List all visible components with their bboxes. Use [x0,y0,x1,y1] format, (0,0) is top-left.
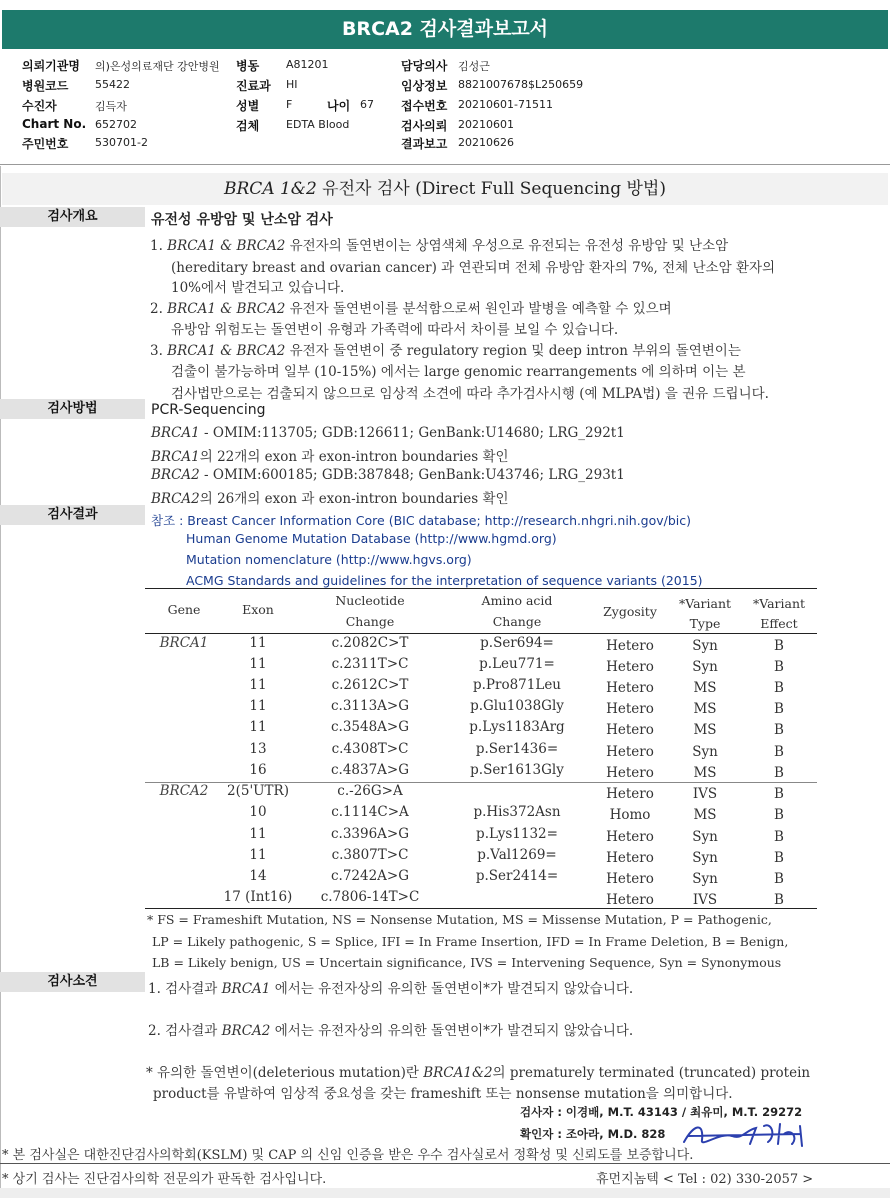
header-label: 검사의뢰 [401,119,448,133]
cell-gene: BRCA1 [159,635,209,651]
footnote-line: LP = Likely pathogenic, S = Splice, IFI = In Frame Insertion, IFD = In Frame Deletion, B = Benign, [152,934,789,949]
header-label: 검체 [236,119,260,133]
cell-exon: 17 (Int16) [223,889,293,905]
header-label: 병원코드 [22,79,69,93]
overview-line: 검사법만으로는 검출되지 않으므로 임상적 소견에 따라 추가검사시행 (예 MLPA법) 을 권유 드립니다. [171,386,769,402]
footer-reading-note: * 상기 검사는 진단검사의학 전문의가 판독한 검사입니다. [2,1172,327,1187]
column-header: Exon [242,602,274,617]
cell-variant-effect: B [774,807,784,823]
cell-zygosity: Hetero [606,850,654,866]
cell-exon: 11 [249,719,267,735]
overview-line: 3. BRCA1 & BRCA2 유전자 돌연변이 중 regulatory region 및 deep intron 부위의 돌연변이는 [150,343,741,359]
header-label: 수진자 [22,99,57,113]
header-value: 20210601-71511 [458,98,553,111]
cell-variant-type: MS [693,680,717,696]
cell-exon: 11 [249,698,267,714]
cell-amino-acid: p.Lys1183Arg [469,719,565,735]
column-header: Change [492,614,542,629]
column-header: Zygosity [603,604,657,619]
reference-line: Mutation nomenclature (http://www.hgvs.org) [186,552,472,567]
cell-nucleotide: c.2612C>T [331,677,409,693]
cell-zygosity: Hetero [606,829,654,845]
cell-amino-acid: p.Val1269= [477,847,557,863]
header-value: 530701-2 [95,136,148,149]
column-header: *Variant [678,596,732,611]
cell-nucleotide: c.7242A>G [330,868,410,884]
cell-zygosity: Hetero [606,744,654,760]
overview-line: 2. BRCA1 & BRCA2 유전자 돌연변이를 분석함으로써 원인과 발병을 예측할 수 있으며 [150,301,672,317]
cell-variant-effect: B [774,701,784,717]
cell-variant-type: Syn [692,871,718,887]
column-header: Gene [167,602,201,617]
cell-variant-type: IVS [692,892,718,908]
opinion-line-2: 2. 검사결과 BRCA2 에서는 유전자상의 유의한 돌연변이*가 발견되지 않았습니다. [148,1023,634,1039]
examiners: 검사자 : 이경배, M.T. 43143 / 최유미, M.T. 29272 [520,1105,803,1119]
cell-nucleotide: c.3807T>C [331,847,409,863]
header-value: 67 [360,98,374,111]
cell-exon: 13 [249,741,267,757]
header-label: 성별 [236,99,260,113]
cell-variant-type: MS [693,765,717,781]
cell-amino-acid: p.Pro871Leu [472,677,561,693]
method-line: BRCA1 - OMIM:113705; GDB:126611; GenBank:U14680; LRG_292t1 [151,425,625,441]
reference-line: ACMG Standards and guidelines for the interpretation of sequence variants (2015) [186,573,703,588]
opinion-label: 검사소견 [0,972,145,992]
overview-label: 검사개요 [0,207,145,227]
column-header: Nucleotide [335,593,405,608]
footer-company: 휴먼지놈텍 < Tel : 02) 330-2057 > [596,1172,814,1187]
cell-amino-acid: p.Glu1038Gly [470,698,564,714]
cell-nucleotide: c.4837A>G [330,762,410,778]
cell-amino-acid: p.Ser1613Gly [470,762,564,778]
header-label: 주민번호 [22,137,69,151]
cell-nucleotide: c.7806-14T>C [320,889,420,905]
cell-variant-type: Syn [692,850,718,866]
cell-zygosity: Hetero [606,638,654,654]
cell-amino-acid: p.Ser694= [480,635,554,651]
cell-zygosity: Hetero [606,765,654,781]
cell-nucleotide: c.2311T>C [331,656,409,672]
cell-amino-acid: p.Lys1132= [476,826,558,842]
cell-nucleotide: c.3396A>G [330,826,410,842]
header-label: 병동 [236,59,260,73]
report-title: BRCA2 검사결과보고서 [2,10,888,49]
cell-variant-effect: B [774,722,784,738]
cell-exon: 14 [249,868,267,884]
header-label: 임상정보 [401,79,448,93]
cell-variant-type: Syn [692,744,718,760]
header-label: 담당의사 [401,59,448,73]
section-title: BRCA 1&2 유전자 검사 (Direct Full Sequencing 방법) [2,173,888,205]
header-value: HI [286,78,298,91]
column-header: Type [689,616,721,631]
column-header: *Variant [752,596,806,611]
overview-line: 10%에서 발견되고 있습니다. [171,280,345,296]
cell-variant-type: MS [693,722,717,738]
cell-variant-effect: B [774,786,784,802]
cell-amino-acid: p.Ser1436= [475,741,559,757]
header-value: 55422 [95,78,130,91]
header-value: F [286,98,293,111]
method-line: BRCA2 - OMIM:600185; GDB:387848; GenBank:U43746; LRG_293t1 [151,467,625,483]
reference-line: 참조 : Breast Cancer Information Core (BIC database; http://research.nhgri.nih.gov/bic) [151,513,692,528]
header-value: 20210601 [458,118,514,131]
cell-exon: 10 [249,804,267,820]
confirmer: 확인자 : 조아라, M.D. 828 [520,1127,666,1141]
cell-exon: 16 [249,762,267,778]
column-header: Effect [760,616,798,631]
header-label: 결과보고 [401,137,448,151]
signature-mark [680,1114,820,1154]
cell-zygosity: Hetero [606,680,654,696]
cell-variant-effect: B [774,892,784,908]
cell-zygosity: Hetero [606,786,654,802]
cell-variant-type: Syn [692,638,718,654]
header-value: 652702 [95,118,137,131]
cell-zygosity: Hetero [606,892,654,908]
cell-amino-acid: p.His372Asn [473,804,561,820]
cell-nucleotide: c.3113A>G [330,698,410,714]
header-value: 20210626 [458,136,514,149]
opinion-line-1: 1. 검사결과 BRCA1 에서는 유전자상의 유의한 돌연변이*가 발견되지 않았습니다. [148,981,634,997]
cell-amino-acid: p.Ser2414= [475,868,559,884]
cell-exon: 2(5'UTR) [227,783,289,799]
header-label: 의뢰기관명 [22,59,80,73]
method-heading: PCR-Sequencing [151,402,266,418]
table-top-rule [145,588,817,589]
header-value: 김득자 [95,100,127,113]
cell-amino-acid: p.Leu771= [479,656,555,672]
cell-nucleotide: c.3548A>G [330,719,410,735]
cell-variant-type: MS [693,807,717,823]
cell-variant-effect: B [774,680,784,696]
header-value: 8821007678$L250659 [458,78,584,91]
header-value: A81201 [286,58,329,71]
reference-line: Human Genome Mutation Database (http://www.hgmd.org) [186,531,557,546]
header-value: EDTA Blood [286,118,350,131]
cell-variant-effect: B [774,850,784,866]
column-header: Change [345,614,395,629]
opinion-note-2: product를 유발하여 임상적 중요성을 갖는 frameshift 또는 nonsense mutation을 의미합니다. [153,1086,733,1102]
header-value: 김성근 [458,60,490,73]
bottom-bar [0,1188,890,1198]
method-line: BRCA1의 22개의 exon 과 exon-intron boundaries 확인 [151,449,509,465]
cell-variant-effect: B [774,744,784,760]
cell-exon: 11 [249,847,267,863]
cell-exon: 11 [249,826,267,842]
header-label: Chart No. [22,117,87,131]
footnote-line: * FS = Frameshift Mutation, NS = Nonsense Mutation, MS = Missense Mutation, P = Pathogenic, [147,912,772,927]
overview-line: 1. BRCA1 & BRCA2 유전자의 돌연변이는 상염색체 우성으로 유전되는 유전성 유방암 및 난소암 [150,238,729,254]
opinion-note-1: * 유의한 돌연변이(deleterious mutation)란 BRCA1&2의 prematurely terminated (truncated) protein [146,1065,811,1081]
footnote-line: LB = Likely benign, US = Uncertain significance, IVS = Intervening Sequence, Syn = Synonymous [152,955,782,970]
result-label: 검사결과 [0,505,145,525]
cell-variant-effect: B [774,638,784,654]
table-bottom-rule [145,908,817,909]
cell-nucleotide: c.4308T>C [331,741,409,757]
method-line: BRCA2의 26개의 exon 과 exon-intron boundaries 확인 [151,491,509,507]
footer-divider [0,1163,890,1164]
cell-variant-type: Syn [692,829,718,845]
overview-line: (hereditary breast and ovarian cancer) 과 연관되며 전체 유방암 환자의 7%, 전체 난소암 환자의 [171,260,776,276]
header-label: 접수번호 [401,99,448,113]
cell-zygosity: Hetero [606,871,654,887]
column-header: Amino acid [481,593,553,608]
cell-variant-type: Syn [692,659,718,675]
footer-accreditation: * 본 검사실은 대한진단검사의학회(KSLM) 및 CAP 의 신임 인증을 받은 우수 검사실로서 정확성 및 신뢰도를 보증합니다. [2,1148,694,1163]
overview-line: 검출이 불가능하며 일부 (10-15%) 에서는 large genomic rearrangements 에 의하며 이는 본 [171,364,746,380]
header-label: 진료과 [236,79,271,93]
cell-variant-effect: B [774,871,784,887]
overview-line: 유방암 위험도는 돌연변이 유형과 가족력에 따라서 차이를 보일 수 있습니다. [171,322,619,338]
cell-nucleotide: c.1114C>A [331,804,409,820]
header-label: 나이 [327,99,351,113]
cell-zygosity: Homo [609,807,651,823]
cell-variant-effect: B [774,659,784,675]
header-divider [0,164,890,165]
cell-zygosity: Hetero [606,659,654,675]
cell-nucleotide: c.2082C>T [331,635,409,651]
cell-nucleotide: c.-26G>A [337,783,403,799]
cell-variant-effect: B [774,765,784,781]
cell-exon: 11 [249,635,267,651]
cell-zygosity: Hetero [606,701,654,717]
left-edge-line [0,166,1,1188]
cell-variant-type: IVS [692,786,718,802]
cell-gene: BRCA2 [159,783,209,799]
cell-variant-type: MS [693,701,717,717]
header-value: 의)은성의료재단 강안병원 [95,60,220,73]
cell-exon: 11 [249,656,267,672]
cell-exon: 11 [249,677,267,693]
method-label: 검사방법 [0,399,145,419]
overview-heading: 유전성 유방암 및 난소암 검사 [151,212,333,228]
cell-zygosity: Hetero [606,722,654,738]
cell-variant-effect: B [774,829,784,845]
